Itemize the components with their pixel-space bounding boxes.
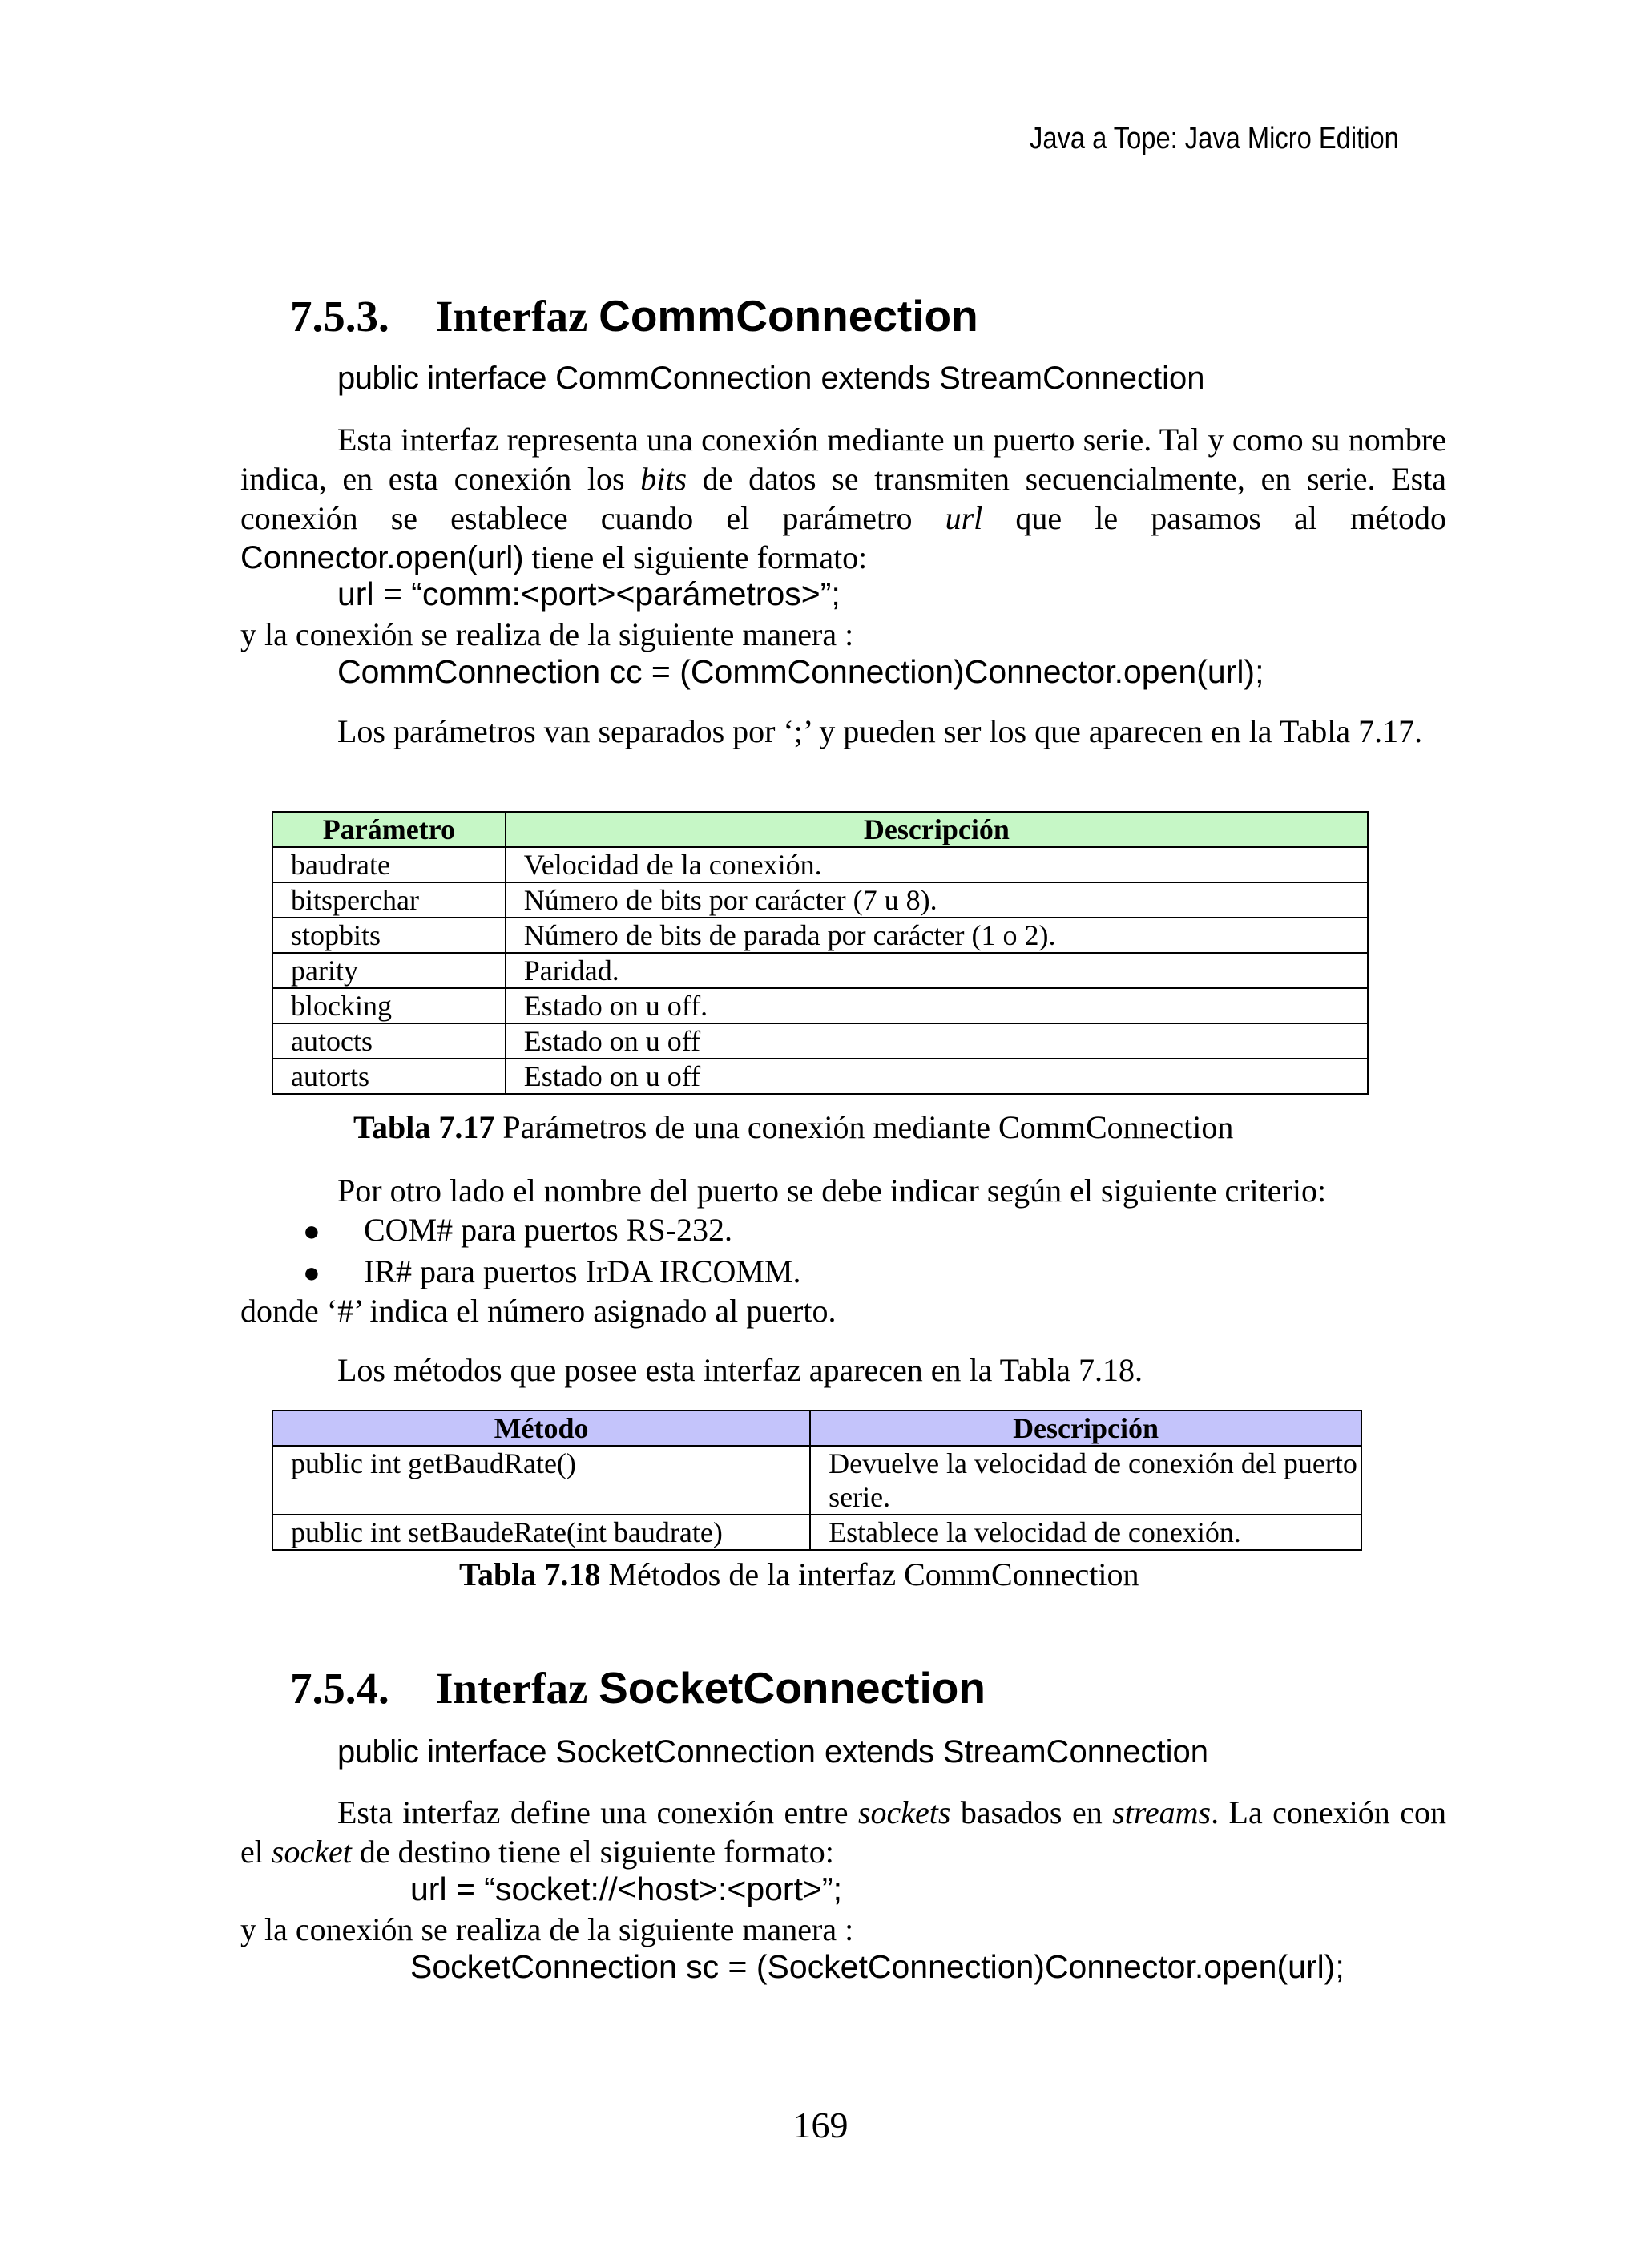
table-row: parity Paridad. <box>272 953 1368 988</box>
url-format-code: url = “comm:<port><parámetros>”; <box>337 575 841 612</box>
running-header: Java a Tope: Java Micro Edition <box>1030 122 1399 155</box>
table-row: baudrate Velocidad de la conexión. <box>272 847 1368 882</box>
table-caption-7-18: Tabla 7.18 Métodos de la interfaz CommConnection <box>459 1556 1139 1592</box>
methods-table <box>272 1410 1362 1551</box>
bullet-icon: ● <box>303 1215 321 1247</box>
section-heading-7-5-3 <box>290 290 978 341</box>
table-caption-7-17: Tabla 7.17 Parámetros de una conexión mediante CommConnection <box>353 1109 1234 1145</box>
section-word: Interfaz <box>436 292 588 341</box>
paragraph-hash-note: donde ‘#’ indica el número asignado al puerto. <box>240 1293 837 1329</box>
table-row: autocts Estado on u off <box>272 1023 1368 1059</box>
url-format-code: url = “socket://<host>:<port>”; <box>410 1870 842 1907</box>
table-row: stopbits Número de bits de parada por carácter (1 o 2). <box>272 918 1368 953</box>
section-word: Interfaz <box>436 1664 588 1713</box>
list-item: ● IR# para puertos IrDA IRCOMM. <box>303 1253 801 1289</box>
table-header-row: Parámetro Descripción <box>272 812 1368 847</box>
table-header-row: Método Descripción <box>272 1410 1361 1446</box>
table-row: blocking Estado on u off. <box>272 988 1368 1023</box>
page-number: 169 <box>792 2105 849 2145</box>
section-number: 7.5.4. <box>290 1664 389 1713</box>
interface-declaration: public interface SocketConnection extends StreamConnection <box>337 1734 1208 1770</box>
parameters-table <box>272 811 1369 1095</box>
connection-intro: y la conexión se realiza de la siguiente manera : <box>240 1911 854 1947</box>
table-row: public int getBaudRate() Devuelve la velocidad de conexión del puerto serie. <box>272 1446 1361 1515</box>
table-row: bitsperchar Número de bits por carácter (7 u 8). <box>272 882 1368 918</box>
paragraph-methods: Los métodos que posee esta interfaz aparecen en la Tabla 7.18. <box>337 1352 1143 1388</box>
paragraph-port-name: Por otro lado el nombre del puerto se debe indicar según el siguiente criterio: <box>337 1172 1327 1209</box>
paragraph-params: Los parámetros van separados por ‘;’ y pueden ser los que aparecen en la Tabla 7.17. <box>337 713 1423 749</box>
connection-code: CommConnection cc = (CommConnection)Connector.open(url); <box>337 653 1264 690</box>
connection-code: SocketConnection sc = (SocketConnection)Connector.open(url); <box>410 1948 1345 1985</box>
paragraph-socket-intro: Esta interfaz define una conexión entre sockets basados en streams. La conexión con el socket de destino tiene el siguiente formato: <box>240 1794 1446 1870</box>
section-class-name: SocketConnection <box>599 1663 986 1713</box>
connection-intro: y la conexión se realiza de la siguiente manera : <box>240 616 854 652</box>
section-class-name: CommConnection <box>599 291 978 341</box>
table-row: public int setBaudeRate(int baudrate) Establece la velocidad de conexión. <box>272 1515 1361 1550</box>
section-number: 7.5.3. <box>290 292 389 341</box>
list-item: ● COM# para puertos RS-232. <box>303 1212 732 1248</box>
table-row: autorts Estado on u off <box>272 1059 1368 1094</box>
paragraph-intro: Esta interfaz representa una conexión mediante un puerto serie. Tal y como su nombre indica, en esta conexión los bits de datos se transmiten secuencialmente, en serie. Esta conexión se establece cuando el parámetro url que le pasamos al método Connector.open(url) tiene el siguiente formato: <box>240 422 1447 575</box>
interface-declaration: public interface CommConnection extends StreamConnection <box>337 361 1205 396</box>
bullet-icon: ● <box>303 1257 321 1289</box>
section-heading-7-5-4 <box>290 1662 986 1713</box>
